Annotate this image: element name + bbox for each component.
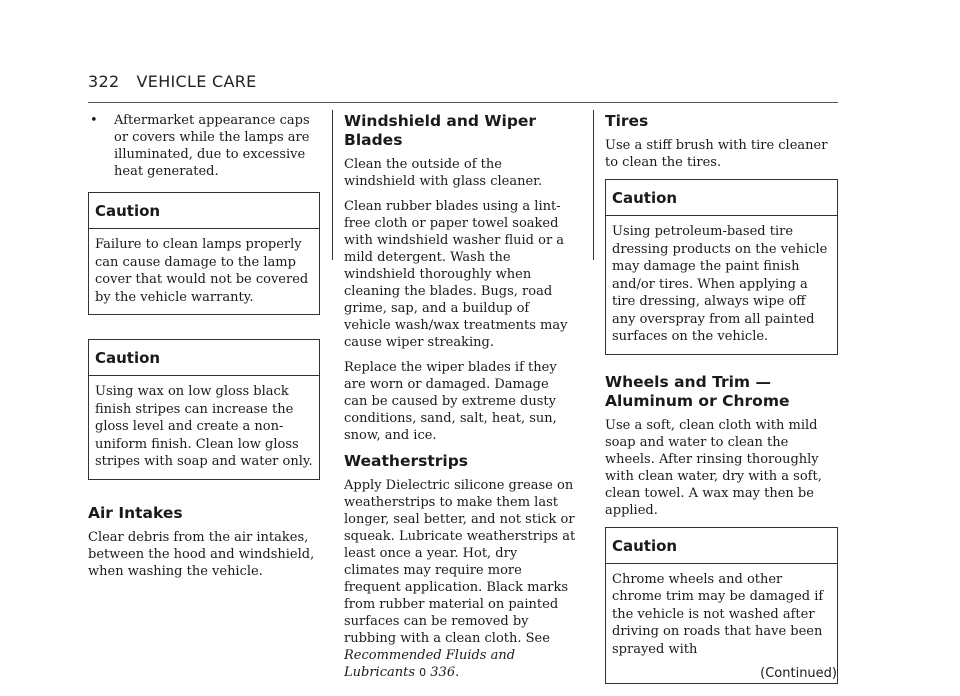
wiper-paragraph-1: Clean the outside of the windshield with glass cleaner. <box>344 157 543 189</box>
wiper-paragraph-3: Replace the wiper blades if they are worn or damaged. Damage can be caused by extreme dusty conditions, sand, salt, heat, sun, snow, and ice. <box>344 360 557 443</box>
column-divider-2 <box>593 110 594 260</box>
caution-title: Caution <box>89 340 319 376</box>
cross-reference-link[interactable]: Recommended Fluids and Lubricants <box>344 648 516 680</box>
page-header <box>88 72 838 103</box>
weatherstrips-text: Apply Dielectric silicone grease on weatherstrips to make them last longer, seal better, and not stick or squeak. Lubricate weatherstrips at least once a year. Hot, dry climates may require more frequent application. Black marks from rubber material on painted surfaces can be removed by rubbing with a clean cloth. See Recommended Fluids and Lubricants 0 336. <box>344 478 576 680</box>
caution-title: Caution <box>89 193 319 229</box>
heading-air-intakes: Air Intakes <box>88 503 183 522</box>
caution-text: Failure to clean lamps properly can cause damage to the lamp cover that would not be covered by the vehicle warranty. <box>95 237 309 305</box>
caution-text: Using petroleum-based tire dressing products on the vehicle may damage the paint finish and/or tires. When applying a tire dressing, always wipe off any overspray from all painted surfaces on the vehicle. <box>612 224 828 344</box>
page-ref-icon: 0 <box>419 666 427 679</box>
air-intakes-text: Clear debris from the air intakes, between the hood and windshield, when washing the vehicle. <box>88 529 315 579</box>
caution-box-chrome <box>605 527 838 685</box>
caution-title: Caution <box>606 528 837 564</box>
column-divider-1 <box>332 110 333 260</box>
caution-text: Chrome wheels and other chrome trim may be damaged if the vehicle is not washed after driving on roads that have been sprayed with <box>612 571 824 657</box>
bullet-mark: • <box>90 113 98 128</box>
column-2 <box>344 112 576 689</box>
heading-wheels-trim: Wheels and Trim — Aluminum or Chrome <box>605 372 790 410</box>
column-3 <box>605 112 838 696</box>
caution-title: Caution <box>606 180 837 216</box>
caution-text: Using wax on low gloss black finish stripes can increase the gloss level and create a non-uniform finish. Clean low gloss stripes with soap and water only. <box>95 384 313 469</box>
bullet-text: Aftermarket appearance caps or covers while the lamps are illuminated, due to excessive heat generated. <box>114 113 310 179</box>
continued-label: (Continued) <box>760 666 837 681</box>
wheels-text: Use a soft, clean cloth with mild soap and water to clean the wheels. After rinsing thoroughly with clean water, dry with a soft, clean towel. A wax may then be applied. <box>605 417 822 518</box>
page-number: 322 <box>88 72 120 91</box>
heading-windshield-wiper: Windshield and Wiper Blades <box>344 112 537 149</box>
heading-weatherstrips: Weatherstrips <box>344 452 469 470</box>
wiper-paragraph-2: Clean rubber blades using a lint-free cloth or paper towel soaked with windshield washer fluid or a mild detergent. Wash the windshield thoroughly when cleaning the blades. Bugs, road grime, sap, and a buildup of vehicle wash/wax treatments may cause wiper streaking. <box>344 199 568 350</box>
caution-box-lamps <box>88 192 320 315</box>
cross-reference-page[interactable]: 336 <box>430 665 456 680</box>
tires-text: Use a stiff brush with tire cleaner to clean the tires. <box>605 138 828 170</box>
bullet-item <box>88 112 320 180</box>
heading-tires: Tires <box>605 112 649 130</box>
caution-box-wax <box>88 339 320 480</box>
caution-box-tires <box>605 179 838 355</box>
section-title: VEHICLE CARE <box>136 72 257 91</box>
column-1 <box>88 112 320 588</box>
